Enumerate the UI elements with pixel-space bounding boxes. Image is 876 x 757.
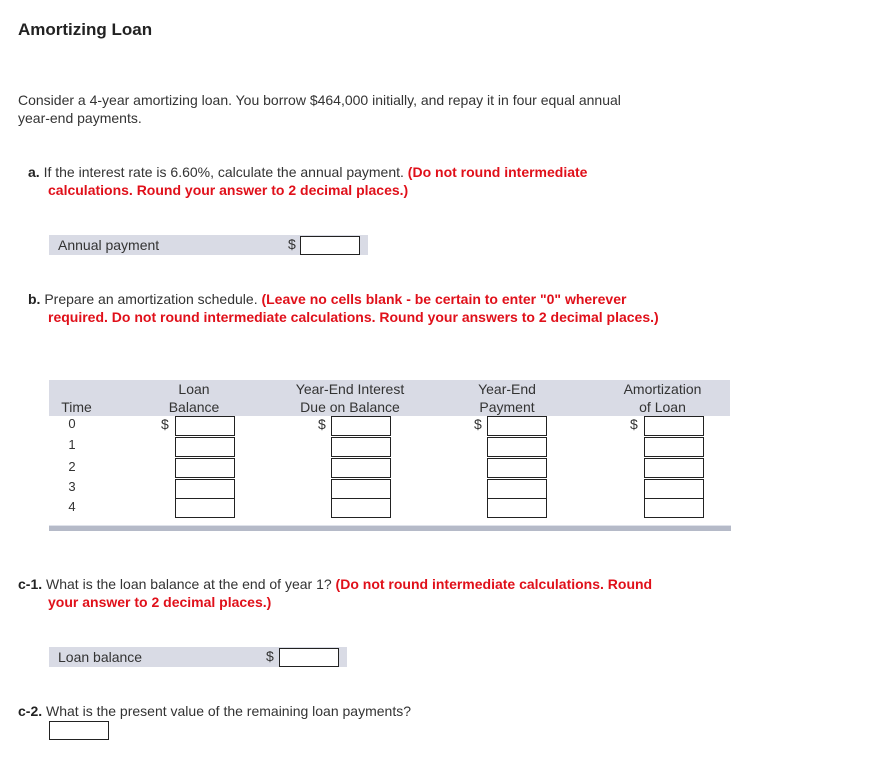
header-payment: [466, 380, 548, 416]
currency-symbol: $: [474, 416, 482, 432]
header-amortization-line1: Amortization: [623, 381, 702, 397]
question-b-label: b.: [28, 291, 41, 307]
currency-symbol: $: [161, 416, 169, 432]
header-payment-line2: Payment: [479, 399, 535, 415]
time-cell: 2: [68, 459, 76, 474]
payment-input[interactable]: [487, 458, 547, 478]
loan-balance-input[interactable]: [175, 458, 235, 478]
header-interest: [275, 380, 425, 416]
header-loan-balance: [150, 380, 238, 416]
amortization-input[interactable]: [644, 479, 704, 499]
interest-input[interactable]: [331, 437, 391, 457]
amortization-input[interactable]: [644, 437, 704, 457]
loan-balance-input[interactable]: [175, 498, 235, 518]
annual-payment-label: Annual payment: [58, 237, 160, 253]
amortization-input[interactable]: [644, 498, 704, 518]
question-b-instruction: (Leave no cells blank - be certain to enter "0" wherever required. Do not round intermediate calculations. Round your answers to 2 decimal places.): [48, 291, 659, 325]
present-value-input[interactable]: [49, 721, 109, 740]
problem-intro: Consider a 4-year amortizing loan. You borrow $464,000 initially, and repay it in four equal annual year-end payments.: [18, 92, 621, 126]
question-c1-label: c-1.: [18, 576, 43, 592]
question-c1: [18, 575, 670, 611]
question-a-label: a.: [28, 164, 40, 180]
loan-balance-input[interactable]: [175, 479, 235, 499]
amortization-input[interactable]: [644, 458, 704, 478]
interest-input[interactable]: [331, 498, 391, 518]
interest-input[interactable]: [331, 416, 391, 436]
time-cell: 4: [68, 499, 76, 514]
interest-input[interactable]: [331, 458, 391, 478]
header-loan-balance-line1: Loan: [178, 381, 210, 397]
question-c2-text: What is the present value of the remaining loan payments?: [46, 703, 411, 719]
question-c1-instruction: (Do not round intermediate calculations. Round your answer to 2 decimal places.): [48, 576, 653, 610]
header-time: Time: [61, 399, 92, 415]
header-payment-line1: Year-End: [478, 381, 536, 397]
question-b: [28, 290, 660, 326]
question-a-instruction: (Do not round intermediate calculations. Round your answer to 2 decimal places.): [48, 164, 588, 198]
payment-input[interactable]: [487, 437, 547, 457]
header-interest-line2: Due on Balance: [300, 399, 400, 415]
question-c1-text: What is the loan balance at the end of year 1?: [46, 576, 332, 592]
currency-symbol: $: [318, 416, 326, 432]
question-c2-label: c-2.: [18, 703, 43, 719]
question-c2: [18, 702, 411, 720]
question-b-text: Prepare an amortization schedule.: [44, 291, 258, 307]
payment-input[interactable]: [487, 479, 547, 499]
page-title: Amortizing Loan: [18, 20, 153, 39]
question-a-text: If the interest rate is 6.60%, calculate the annual payment.: [43, 164, 404, 180]
currency-symbol: $: [630, 416, 638, 432]
payment-input[interactable]: [487, 416, 547, 436]
annual-payment-input[interactable]: [300, 236, 360, 255]
header-amortization-line2: of Loan: [639, 399, 686, 415]
time-cell: 3: [68, 479, 76, 494]
time-cell: 0: [68, 416, 76, 431]
loan-balance-input[interactable]: [175, 437, 235, 457]
header-interest-line1: Year-End Interest: [295, 381, 405, 397]
header-amortization: [610, 380, 715, 416]
currency-symbol: $: [266, 648, 274, 664]
question-a: [28, 163, 660, 199]
amortization-input[interactable]: [644, 416, 704, 436]
header-loan-balance-line2: Balance: [168, 399, 220, 415]
loan-balance-input[interactable]: [279, 648, 339, 667]
payment-input[interactable]: [487, 498, 547, 518]
currency-symbol: $: [288, 236, 296, 252]
loan-balance-input[interactable]: [175, 416, 235, 436]
loan-balance-label: Loan balance: [58, 649, 143, 665]
time-cell: 1: [68, 437, 76, 452]
interest-input[interactable]: [331, 479, 391, 499]
table-footer-divider: [49, 525, 731, 531]
